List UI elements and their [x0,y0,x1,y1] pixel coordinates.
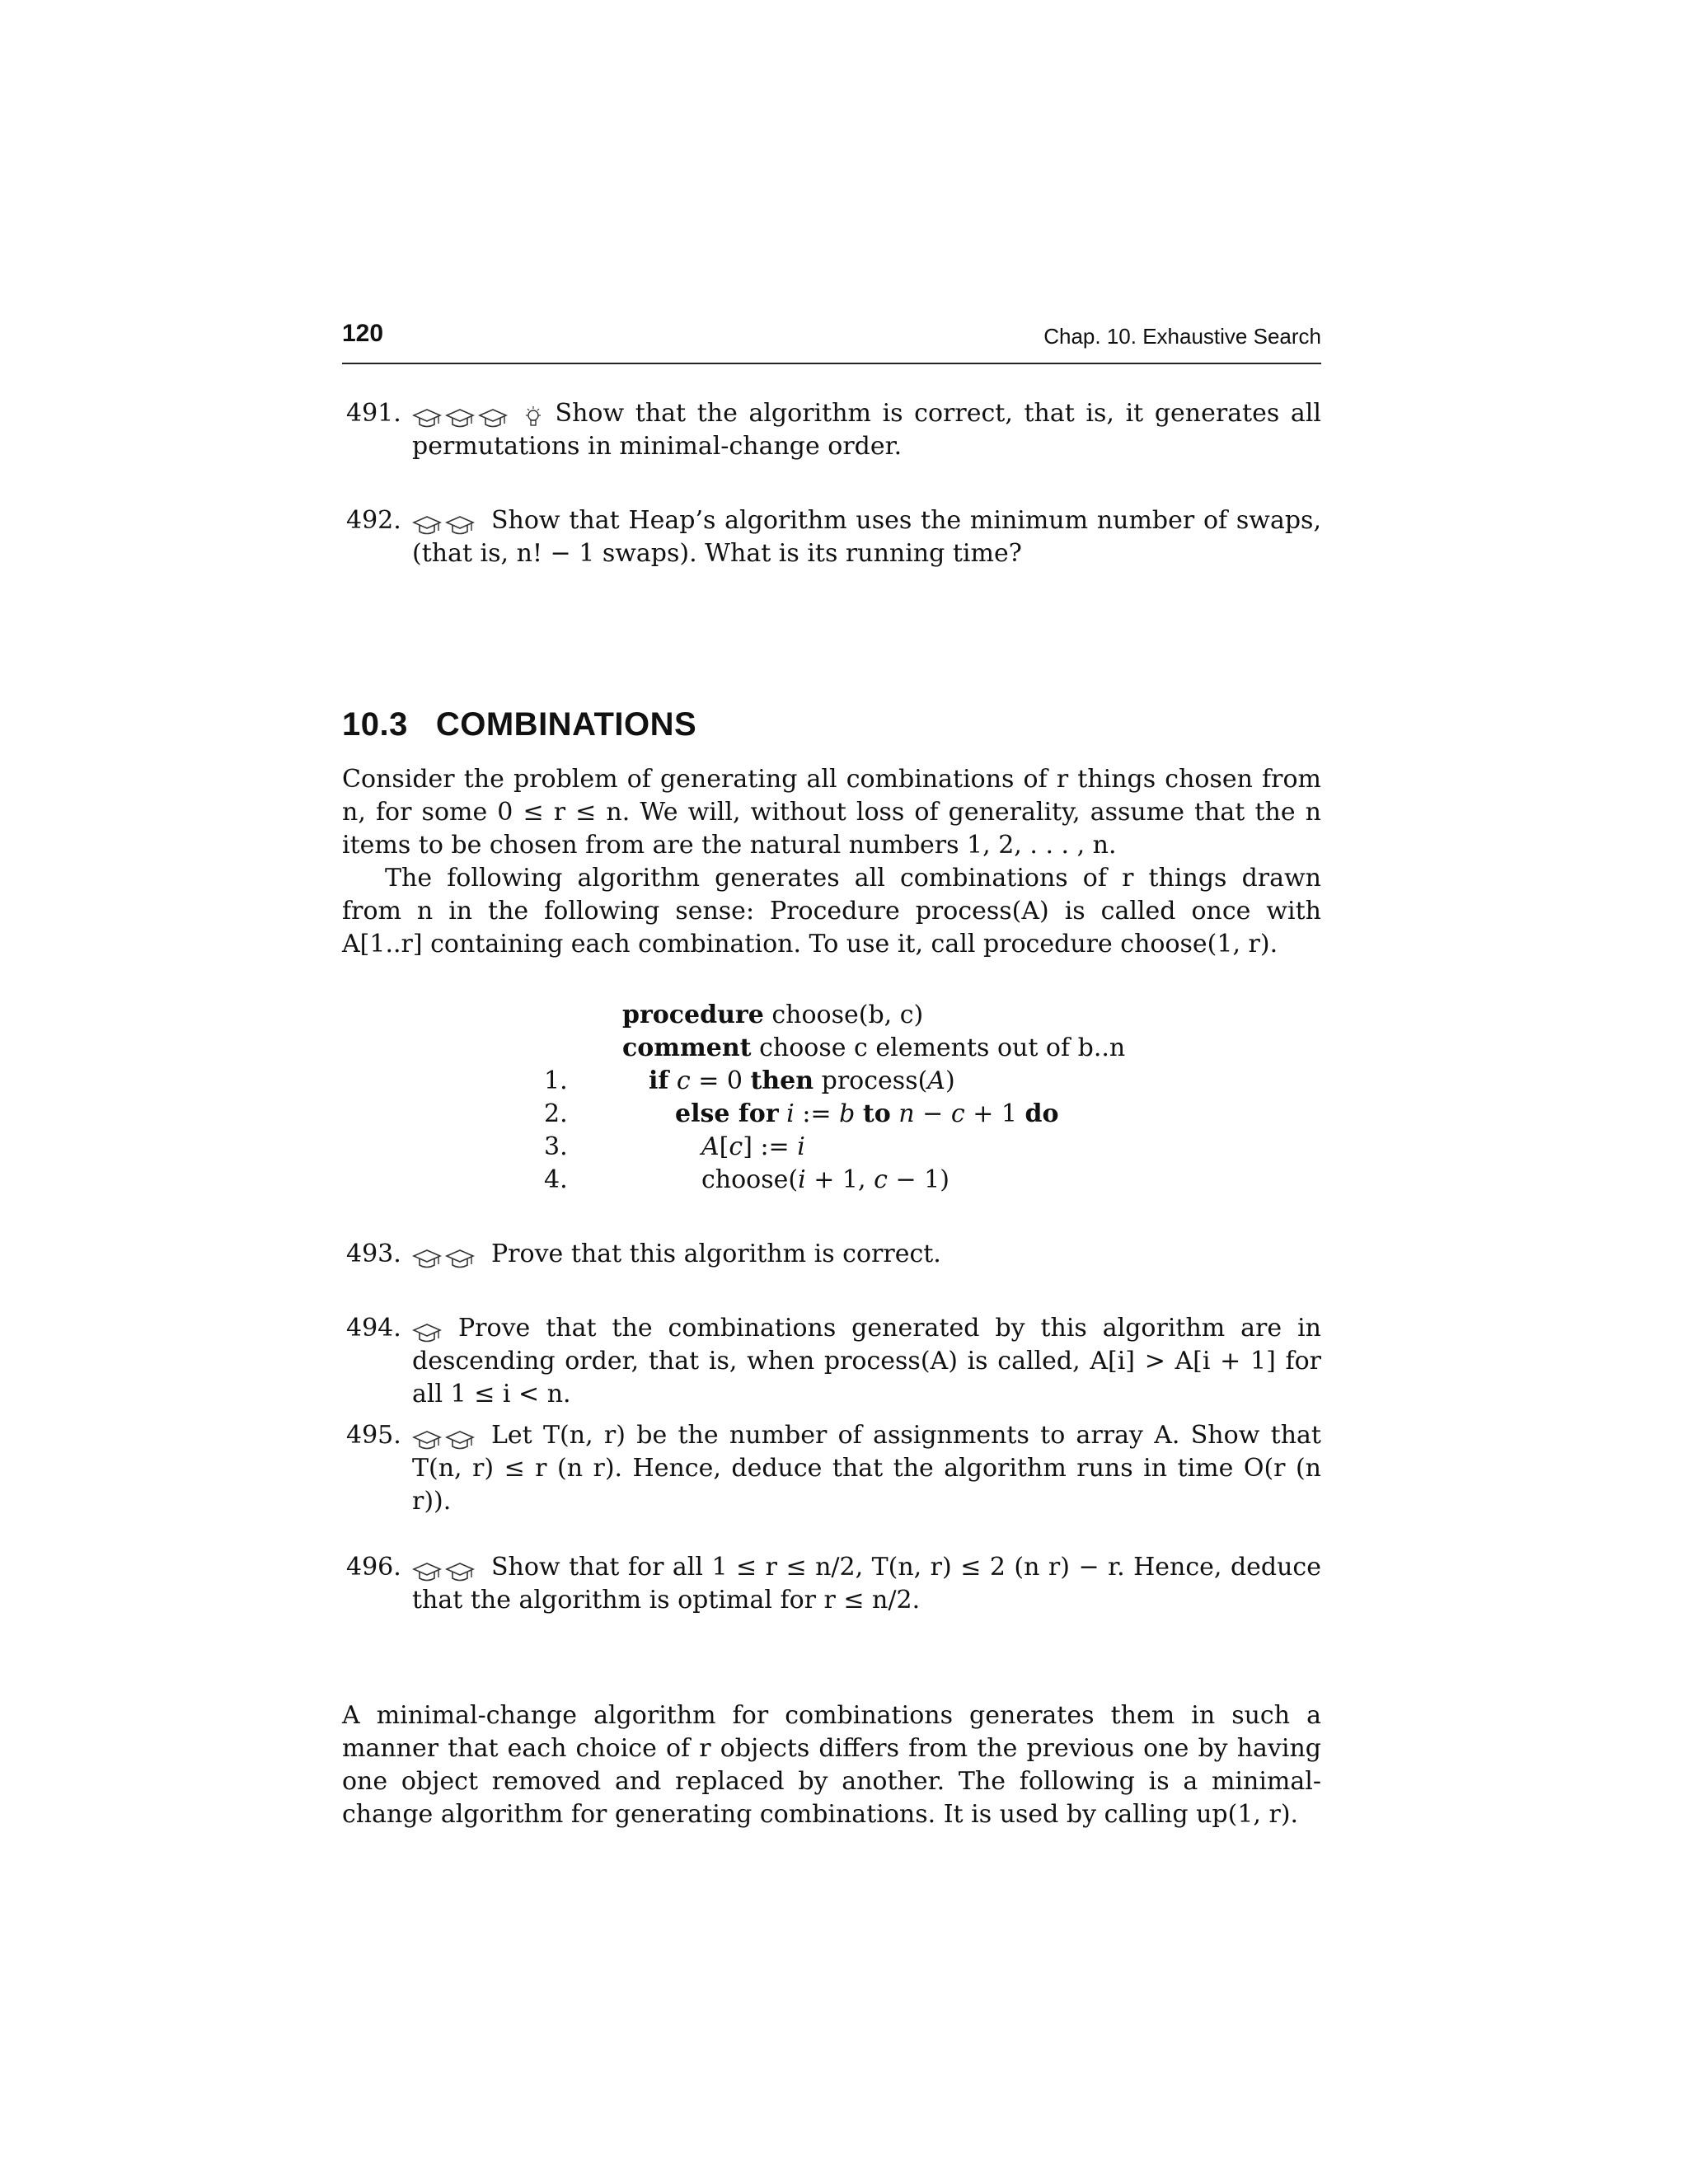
difficulty-hats [412,1423,478,1450]
running-head: Chap. 10. Exhaustive Search [1043,324,1321,349]
intro-paragraph-2: The following algorithm generates all combinations of r things drawn from n in the following sense: Procedure process(A) is called once with A[1..r] containing each combination. To use it, call procedure choose(1, r). [342,864,1321,958]
section-title: COMBINATIONS [435,706,697,743]
problem-text: Prove that the combinations generated by this algorithm are in descending order, that is, when process(A) is called, A[i] > A[i + 1] for all 1 ≤ i < n. [412,1314,1321,1408]
problem-body [412,504,1321,570]
problem-number: 496. [346,1553,401,1582]
problem-495 [346,1419,1321,1518]
problem-body [412,1551,1321,1617]
algorithm-signature: choose(b, c) [771,1001,924,1029]
difficulty-hats [412,1316,445,1343]
graduation-cap-icon [445,407,475,430]
line-number: 3. [544,1132,568,1161]
graduation-cap-icon [412,514,442,537]
graduation-cap-icon [445,1248,475,1271]
line-number: 2. [544,1099,568,1128]
problem-body [412,1312,1321,1411]
lightbulb-icon [524,405,542,432]
problem-number: 493. [346,1240,401,1268]
graduation-cap-icon [412,1561,442,1584]
problem-493 [346,1238,1321,1271]
problem-494 [346,1312,1321,1411]
problem-body [412,1238,1321,1271]
problem-496 [346,1551,1321,1617]
graduation-cap-icon [412,1429,442,1452]
difficulty-hats [412,1555,478,1582]
problem-number: 491. [346,399,401,428]
closing-paragraph: A minimal-change algorithm for combinations generates them in such a manner that each choice of r objects differs from the previous one by having one object removed and replaced by another. The following is a minimal-change algorithm for generating combinations. It is used by calling up(1, r). [342,1701,1321,1829]
problem-body [412,1419,1321,1518]
algorithm-keyword: procedure [622,1001,764,1029]
section-number: 10.3 [342,706,408,743]
graduation-cap-icon [445,1561,475,1584]
difficulty-hats [412,509,478,535]
page-number: 120 [342,320,384,347]
graduation-cap-icon [412,1322,442,1345]
section-heading [342,706,696,743]
problem-number: 492. [346,506,401,535]
graduation-cap-icon [445,1429,475,1452]
problem-text: Show that Heap’s algorithm uses the minimum number of swaps, (that is, n! − 1 swaps). What is its running time? [412,506,1321,568]
problem-491 [346,397,1321,463]
comment-text: choose c elements out of b..n [759,1033,1126,1062]
graduation-cap-icon [412,407,442,430]
problem-text: Show that for all 1 ≤ r ≤ n/2, T(n, r) ≤ 2 (n r) − r. Hence, deduce that the algorithm is optimal for r ≤ n/2. [412,1553,1321,1615]
graduation-cap-icon [445,514,475,537]
page-header [342,320,1321,364]
line-number: 4. [544,1165,568,1194]
problem-text: Show that the algorithm is correct, that is, it generates all permutations in minimal-change order. [412,399,1321,461]
graduation-cap-icon [412,1248,442,1271]
graduation-cap-icon [478,407,508,430]
document-page: 120 Chap. 10. Exhaustive Search 491. Show that the algorithm is correct, that is, it generates all permutations in minimal-change order. 492. Show that Heap’s algorithm uses the minimum number of swaps, (that is, n! − 1 swaps). What is its running time? 10.3 COMBINATIONS Consider the problem of generating all combinations of r things chosen from n, for some 0 ≤ r ≤ n. We will, without loss of generality, assume that the n items to be chosen from are the natural numbers 1, 2, . . . , n. The following algorithm generates all combinations of r things drawn from n in the following sense: Procedure process(A) is called once with A[1..r] containing each combination. To use it, call procedure choose(1, r). procedure choose(b, c) comment choose c elements out of b..n 1. if c = 0 then process(A) 2. else for i := b to n − c + 1 do 3. A[c] := i 4. choose(i + 1, c − 1) 493. Prove that this algorithm is correct. 494. Prove that the combinations generated by this algorithm are in descending order, that is, when process(A) is called, A[i] > A[i + 1] for all 1 ≤ i < n. 495. Let T(n, r) be the number of assignments to array A. Show that T(n, r) ≤ r (n r). Hence, deduce that the algorithm runs in time O(r (n r)). 496. Show that for all 1 ≤ r ≤ n/2, T(n, r) ≤ 2 (n r) − r. Hence, deduce that the algorithm is optimal for r ≤ n/2. A minimal-change algorithm for combinations generates them in such a manner that each choice of r objects differs from the previous one by having one object removed and replaced by another. The following is a minimal-change algorithm for generating combinations. It is used by calling up(1, r). [0,0,1688,2184]
intro-paragraph-1: Consider the problem of generating all combinations of r things chosen from n, for some 0 ≤ r ≤ n. We will, without loss of generality, assume that the n items to be chosen from are the natural numbers 1, 2, . . . , n. [342,765,1321,860]
problem-body [412,397,1321,463]
problem-492 [346,504,1321,570]
difficulty-hats [412,401,542,428]
difficulty-hats [412,1242,478,1268]
problem-text: Let T(n, r) be the number of assignments to array A. Show that T(n, r) ≤ r (n r). Hence, deduce that the algorithm runs in time O(r (n r)). [412,1421,1321,1516]
comment-keyword: comment [622,1033,752,1062]
line-number: 1. [544,1066,568,1095]
problem-text: Prove that this algorithm is correct. [491,1240,941,1268]
problem-number: 494. [346,1314,401,1343]
problem-number: 495. [346,1421,401,1450]
